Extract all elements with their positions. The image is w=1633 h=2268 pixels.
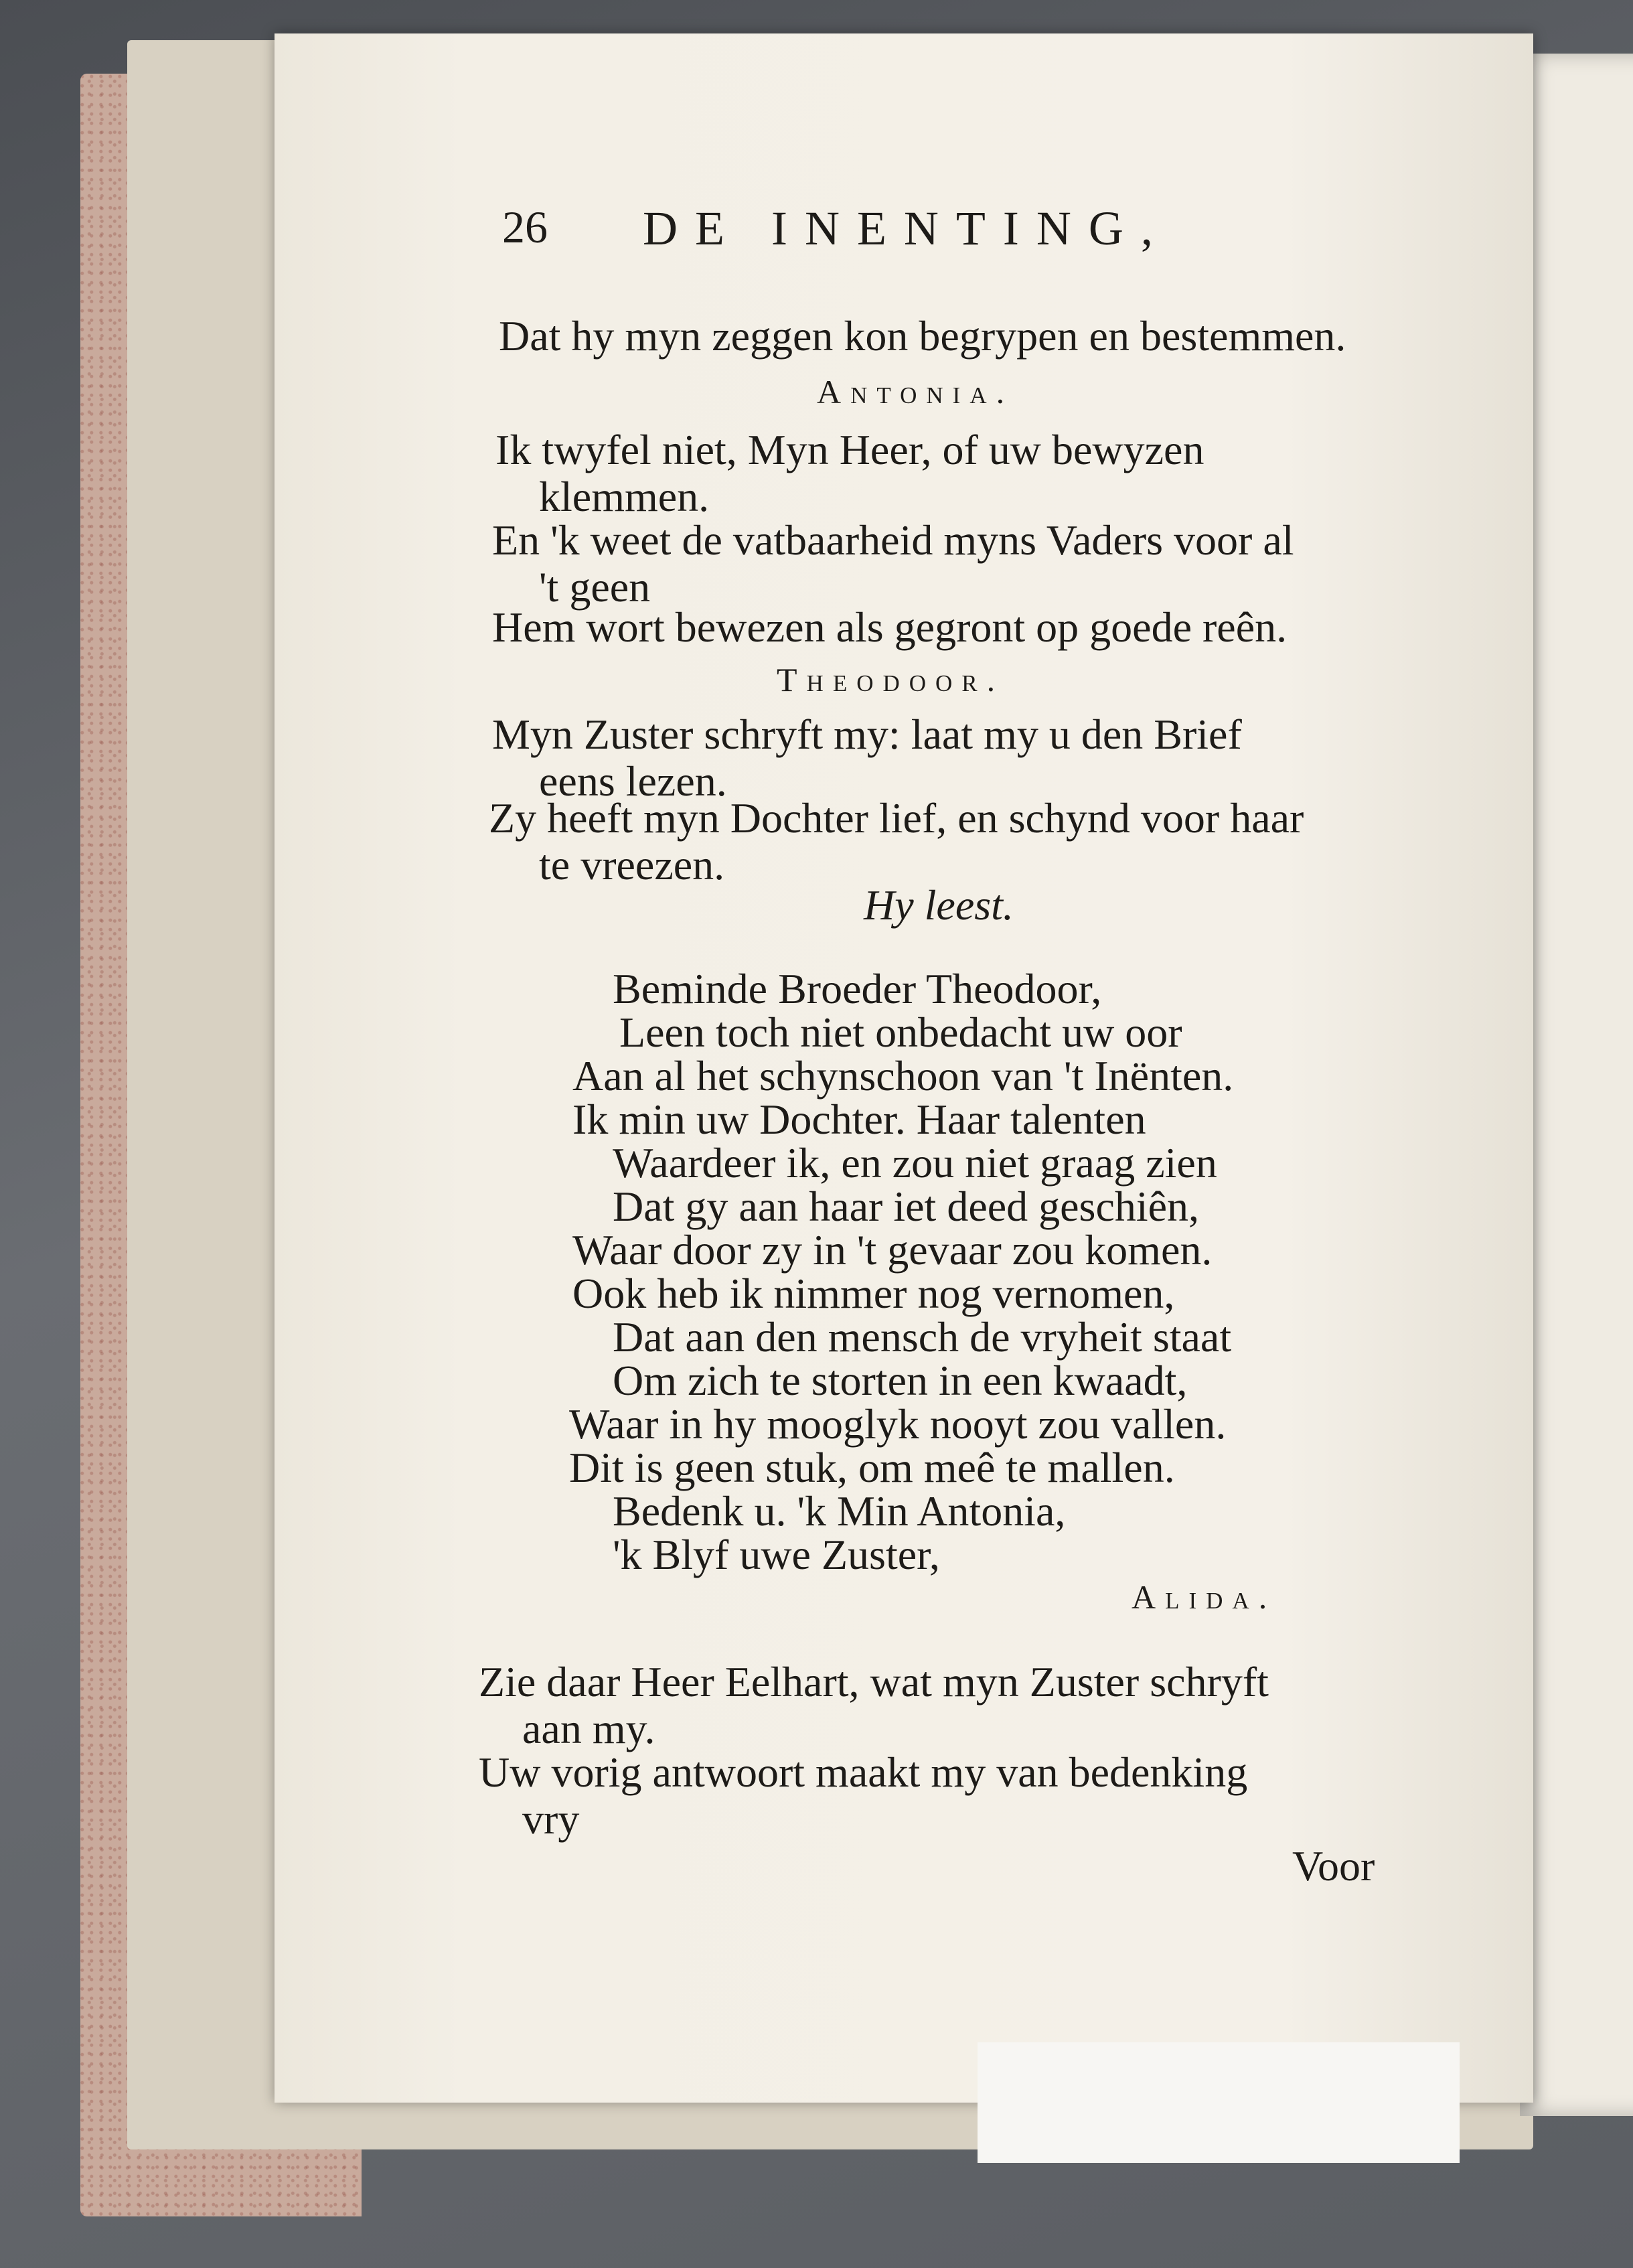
letter-line: Dit is geen stuk, om meê te mallen. — [569, 1444, 1175, 1491]
letter-line: Waar in hy mooglyk nooyt zou vallen. — [569, 1400, 1227, 1448]
stage-direction: Hy leest. — [864, 881, 1014, 929]
text-line: Ik twyfel niet, Myn Heer, of uw bewyzen — [495, 426, 1204, 473]
catchword: Voor — [1292, 1842, 1375, 1890]
page-number: 26 — [502, 202, 548, 252]
page-header — [502, 187, 1399, 281]
speaker-name: Theodoor. — [777, 661, 1005, 698]
letter-line: Ik min uw Dochter. Haar talenten — [572, 1095, 1146, 1143]
text-line: vry — [522, 1795, 580, 1843]
text-line: te vreezen. — [539, 841, 725, 889]
letter-signature: Alida. — [1132, 1578, 1277, 1616]
letter-line: 'k Blyf uwe Zuster, — [613, 1531, 940, 1578]
text-line: Myn Zuster schryft my: laat my u den Brief — [492, 710, 1242, 758]
book-page — [275, 33, 1533, 2103]
running-title: DE INENTING, — [643, 202, 1170, 255]
text-line: Zy heeft myn Dochter lief, en schynd voor haar — [489, 794, 1304, 842]
letter-line: Waardeer ik, en zou niet graag zien — [613, 1139, 1217, 1187]
text-line: En 'k weet de vatbaarheid myns Vaders voor al — [492, 516, 1294, 564]
text-line: Hem wort bewezen als gegront op goede reên. — [492, 603, 1288, 651]
speaker-name: Antonia. — [817, 373, 1014, 410]
letter-line: Dat aan den mensch de vryheit staat — [613, 1313, 1232, 1361]
text-line: klemmen. — [539, 473, 710, 520]
text-line: Zie daar Heer Eelhart, wat myn Zuster schryft — [479, 1658, 1269, 1706]
letter-line: Aan al het schynschoon van 't Inënten. — [572, 1052, 1234, 1100]
letter-line: Beminde Broeder Theodoor, — [613, 965, 1102, 1012]
letter-line: Bedenk u. 'k Min Antonia, — [613, 1487, 1066, 1535]
letter-line: Dat gy aan haar iet deed geschiên, — [613, 1183, 1200, 1230]
letter-line: Om zich te storten in een kwaadt, — [613, 1357, 1188, 1404]
text-line: Uw vorig antwoort maakt my van bedenking — [479, 1748, 1248, 1796]
text-line: eens lezen. — [539, 757, 727, 805]
letter-line: Waar door zy in 't gevaar zou komen. — [572, 1226, 1213, 1274]
text-line: Dat hy myn zeggen kon begrypen en bestemmen. — [499, 312, 1346, 360]
redaction-box — [978, 2042, 1460, 2163]
text-line: aan my. — [522, 1705, 655, 1752]
facing-page — [1520, 54, 1633, 2116]
text-line: 't geen — [539, 563, 651, 611]
letter-line: Ook heb ik nimmer nog vernomen, — [572, 1270, 1175, 1317]
letter-line: Leen toch niet onbedacht uw oor — [619, 1008, 1182, 1056]
